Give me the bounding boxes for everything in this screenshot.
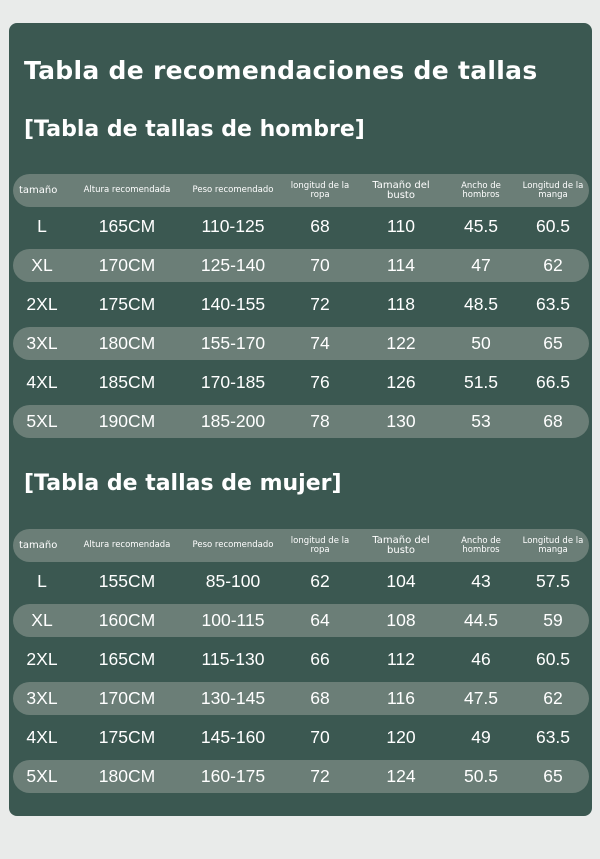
header-length: longitud de la ropa [290,180,350,200]
cell-length: 68 [310,688,330,708]
header-sleeve: Longitud de la manga [522,180,584,200]
women-size-table [13,529,589,799]
cell-height: 185CM [98,372,156,392]
header-weight: Peso recomendado [192,185,274,195]
cell-bust: 126 [386,372,416,392]
header-size: tamaño [19,184,58,196]
table-row [13,760,589,793]
cell-length: 78 [310,411,330,431]
cell-shoulder: 48.5 [463,294,499,314]
cell-height: 175CM [98,294,156,314]
cell-weight: 125-140 [200,255,266,275]
cell-length: 66 [310,649,330,669]
header-shoulder: Ancho de hombros [461,180,501,200]
header-length: longitud de la ropa [290,535,350,555]
cell-sleeve: 63.5 [535,294,571,314]
cell-weight: 155-170 [200,333,266,353]
cell-sleeve: 59 [543,610,563,630]
header-bust: Tamaño del busto [372,179,430,201]
cell-length: 74 [310,333,330,353]
cell-shoulder: 49 [471,727,491,747]
cell-size: L [37,216,47,236]
cell-height: 165CM [98,649,156,669]
cell-bust: 124 [386,766,416,786]
cell-shoulder: 51.5 [463,372,499,392]
table-row [13,210,589,243]
cell-bust: 104 [386,571,416,591]
cell-weight: 110-125 [201,216,265,236]
cell-shoulder: 50 [471,333,491,353]
cell-size: L [37,571,47,591]
men-rows [13,210,589,438]
cell-length: 70 [310,727,330,747]
cell-weight: 100-115 [201,610,265,630]
cell-size: 3XL [26,688,58,708]
table-row [13,643,589,676]
table-row [13,565,589,598]
header-sleeve: Longitud de la manga [522,535,584,555]
cell-bust: 108 [386,610,416,630]
cell-height: 170CM [98,688,156,708]
table-row [13,721,589,754]
cell-weight: 145-160 [200,727,266,747]
cell-shoulder: 44.5 [463,610,499,630]
header-height: Altura recomendada [83,540,171,550]
cell-shoulder: 47.5 [463,688,499,708]
cell-sleeve: 60.5 [535,649,571,669]
table-row [13,682,589,715]
cell-shoulder: 45.5 [463,216,499,236]
cell-size: 3XL [26,333,58,353]
cell-size: 5XL [26,411,58,431]
cell-size: 4XL [26,372,58,392]
cell-height: 165CM [98,216,156,236]
cell-weight: 85-100 [205,571,261,591]
cell-shoulder: 53 [471,411,491,431]
men-size-table [13,174,589,444]
table-row [13,405,589,438]
header-weight: Peso recomendado [192,540,274,550]
cell-sleeve: 63.5 [535,727,571,747]
cell-bust: 122 [386,333,416,353]
cell-sleeve: 66.5 [535,372,571,392]
cell-bust: 112 [387,649,415,669]
women-rows [13,565,589,793]
cell-sleeve: 60.5 [535,216,571,236]
cell-length: 72 [310,766,330,786]
cell-bust: 110 [387,216,415,236]
cell-size: XL [31,610,53,630]
cell-sleeve: 57.5 [535,571,571,591]
cell-length: 62 [310,571,330,591]
cell-length: 64 [310,610,330,630]
cell-weight: 170-185 [200,372,266,392]
cell-bust: 120 [386,727,416,747]
cell-height: 180CM [98,766,156,786]
cell-height: 160CM [98,610,156,630]
cell-height: 175CM [98,727,156,747]
page-title: Tabla de recomendaciones de tallas [24,56,538,85]
cell-height: 170CM [98,255,156,275]
cell-weight: 130-145 [200,688,266,708]
cell-bust: 130 [386,411,416,431]
table-row [13,327,589,360]
cell-sleeve: 68 [543,411,563,431]
cell-bust: 114 [387,255,415,275]
cell-size: XL [31,255,53,275]
table-row [13,604,589,637]
table-header-row [13,174,589,207]
header-bust: Tamaño del busto [372,534,430,556]
cell-length: 76 [310,372,330,392]
cell-shoulder: 43 [471,571,491,591]
cell-size: 2XL [26,649,58,669]
cell-size: 2XL [26,294,58,314]
cell-bust: 116 [387,688,415,708]
cell-bust: 118 [387,294,415,314]
table-row [13,288,589,321]
cell-height: 180CM [98,333,156,353]
cell-length: 72 [310,294,330,314]
cell-sleeve: 65 [543,333,563,353]
cell-sleeve: 65 [543,766,563,786]
women-section-title: [Tabla de tallas de mujer] [24,471,342,496]
table-row [13,366,589,399]
table-row [13,249,589,282]
header-size: tamaño [19,539,58,551]
header-shoulder: Ancho de hombros [461,535,501,555]
cell-shoulder: 50.5 [463,766,499,786]
header-height: Altura recomendada [83,185,171,195]
cell-size: 5XL [26,766,58,786]
cell-length: 70 [310,255,330,275]
cell-sleeve: 62 [543,255,563,275]
cell-sleeve: 62 [543,688,563,708]
cell-height: 190CM [98,411,156,431]
cell-height: 155CM [98,571,156,591]
cell-size: 4XL [26,727,58,747]
cell-weight: 185-200 [200,411,266,431]
cell-weight: 160-175 [200,766,266,786]
cell-weight: 115-130 [201,649,265,669]
cell-shoulder: 46 [471,649,491,669]
men-section-title: [Tabla de tallas de hombre] [24,117,365,142]
cell-length: 68 [310,216,330,236]
cell-shoulder: 47 [471,255,491,275]
cell-weight: 140-155 [200,294,266,314]
table-header-row [13,529,589,562]
